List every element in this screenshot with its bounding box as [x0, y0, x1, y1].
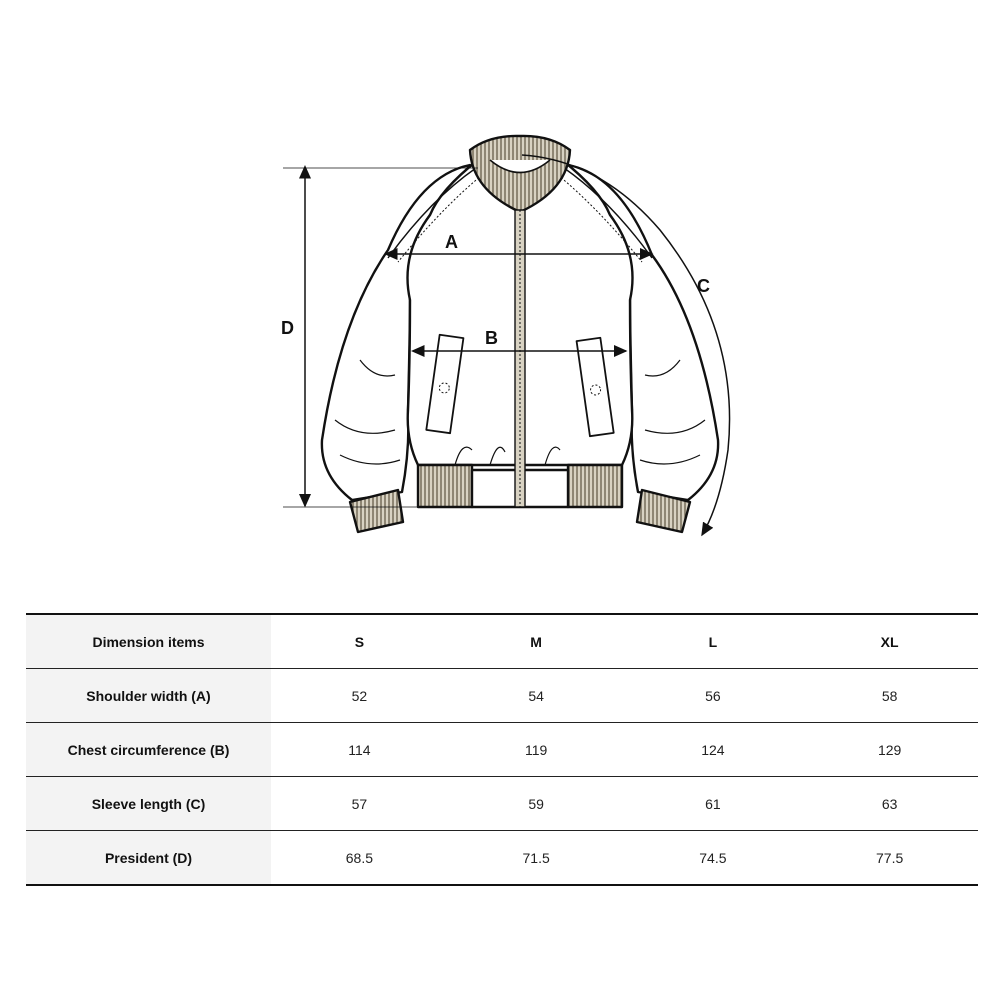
size-m-header: M — [448, 614, 625, 669]
label-b: B — [485, 328, 498, 348]
table-cell: 71.5 — [522, 849, 550, 866]
table-cell: 59 — [448, 777, 625, 831]
table-cell: 63 — [801, 777, 978, 831]
size-chart-table — [26, 613, 978, 886]
table-cell: 124 — [625, 723, 802, 777]
table-cell: 61 — [625, 777, 802, 831]
size-s-header: S — [271, 614, 448, 669]
table-cell: 54 — [448, 669, 625, 723]
label-a: A — [445, 232, 458, 252]
table-row — [26, 777, 978, 831]
table-cell: 57 — [271, 777, 448, 831]
size-xl-header: XL — [801, 614, 978, 669]
row-label: President (D) — [26, 831, 271, 886]
table-header-row — [26, 614, 978, 669]
jacket-icon — [322, 136, 718, 532]
table-cell: 129 — [801, 723, 978, 777]
table-row — [26, 723, 978, 777]
size-l-header: L — [625, 614, 802, 669]
dimension-items-header: Dimension items — [26, 614, 271, 669]
row-label: Shoulder width (A) — [26, 669, 271, 723]
table-cell: 77.5 — [876, 849, 904, 866]
table-row — [26, 669, 978, 723]
table-row — [26, 831, 978, 886]
table-cell: 58 — [801, 669, 978, 723]
table-cell: 119 — [448, 723, 625, 777]
table-cell: 52 — [271, 669, 448, 723]
table-cell: 74.5 — [699, 849, 727, 866]
table-cell: 56 — [625, 669, 802, 723]
table-cell: 114 — [271, 723, 448, 777]
table-cell: 68.5 — [345, 849, 373, 866]
label-c: C — [697, 276, 710, 296]
row-label: Chest circumference (B) — [26, 723, 271, 777]
label-d: D — [281, 318, 294, 338]
row-label: Sleeve length (C) — [26, 777, 271, 831]
hem-rib-left — [418, 465, 472, 507]
hem-rib-right — [568, 465, 622, 507]
